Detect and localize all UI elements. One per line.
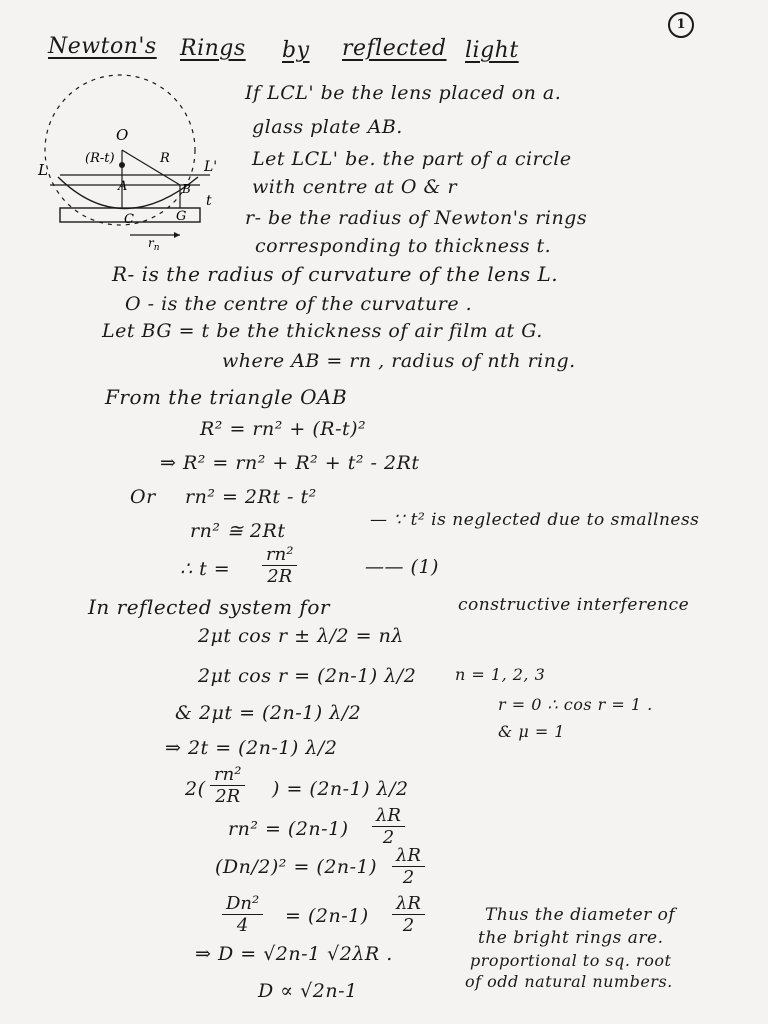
label-l-prime: L' xyxy=(204,159,218,175)
equation-9: ⇒ 2t = (2n-1) λ/2 xyxy=(165,737,338,759)
intro-line-8: O - is the centre of the curvature . xyxy=(125,293,473,315)
equation-2: ⇒ R² = rn² + R² + t² - 2Rt xyxy=(160,452,420,474)
equation-4: rn² ≅ 2Rt xyxy=(190,520,286,542)
title-word-newtons: Newton's xyxy=(48,34,157,59)
label-l: L xyxy=(38,161,48,179)
equation-13-right-denominator: 2 xyxy=(402,915,415,936)
newtons-rings-diagram xyxy=(30,65,230,250)
intro-line-3: Let LCL' be. the part of a circle xyxy=(252,148,572,170)
equation-5-denominator: 2R xyxy=(267,566,293,587)
equation-10-fraction xyxy=(210,764,245,807)
condition-n: n = 1, 2, 3 xyxy=(455,665,546,684)
condition-mu: & μ = 1 xyxy=(498,722,565,741)
equation-13-left-denominator: 4 xyxy=(236,915,249,936)
equation-12-denominator: 2 xyxy=(402,867,415,888)
equation-12-numerator: λR xyxy=(392,845,425,867)
equation-13-right-fraction xyxy=(392,893,425,936)
equation-13-right-numerator: λR xyxy=(392,893,425,915)
label-a: A xyxy=(118,179,128,194)
equation-13-left-numerator: Dn² xyxy=(222,893,263,915)
conclusion-line-1: Thus the diameter of xyxy=(485,905,676,925)
conclusion-line-3: proportional to sq. root xyxy=(470,951,672,970)
rn-arrowhead xyxy=(174,232,180,238)
intro-line-7: R- is the radius of curvature of the lens L. xyxy=(112,262,559,286)
reflected-system: In reflected system for xyxy=(88,595,330,619)
condition-r: r = 0 ∴ cos r = 1 . xyxy=(498,695,653,714)
label-r-minus-t: (R-t) xyxy=(85,151,115,166)
equation-14: ⇒ D = √2n-1 √2λR . xyxy=(195,943,393,965)
from-triangle: From the triangle OAB xyxy=(105,385,348,409)
label-rn: $r_n$ xyxy=(148,236,160,250)
equation-10-rhs: ) = (2n-1) λ/2 xyxy=(272,778,409,800)
or-label: Or xyxy=(130,486,156,508)
equation-5-tag: —— (1) xyxy=(365,556,439,578)
centre-point xyxy=(119,162,125,168)
equation-11-numerator: λR xyxy=(372,805,405,827)
equation-5-numerator: rn² xyxy=(262,544,297,566)
note-neglected: — ∵ t² is neglected due to smallness xyxy=(370,510,700,530)
equation-13-mid: = (2n-1) xyxy=(285,905,369,927)
equation-10-numerator: rn² xyxy=(210,764,245,786)
equation-11-fraction xyxy=(372,805,405,848)
intro-line-4: with centre at O & r xyxy=(252,176,458,198)
equation-10-denominator: 2R xyxy=(215,786,241,807)
lens-curve xyxy=(58,177,198,209)
hypotenuse-r xyxy=(122,150,180,185)
intro-line-5: r- be the radius of Newton's rings xyxy=(245,207,588,229)
equation-11-lhs: rn² = (2n-1) xyxy=(228,818,349,840)
label-b: B xyxy=(182,182,191,196)
title-word-light: light xyxy=(465,38,519,63)
title-word-reflected: reflected xyxy=(342,36,447,61)
equation-8: & 2μt = (2n-1) λ/2 xyxy=(175,702,362,724)
equation-12-fraction xyxy=(392,845,425,888)
page-number-badge: 1 xyxy=(668,12,694,38)
equation-11-denominator: 2 xyxy=(382,827,395,848)
conclusion-line-4: of odd natural numbers. xyxy=(465,972,673,991)
equation-7: 2μt cos r = (2n-1) λ/2 xyxy=(198,665,417,687)
equation-15: D ∝ √2n-1 xyxy=(258,980,358,1002)
equation-5-lhs: ∴ t = xyxy=(180,558,231,580)
curvature-circle xyxy=(45,75,195,225)
equation-5-fraction xyxy=(262,544,297,587)
label-o: O xyxy=(116,126,129,144)
intro-line-6: corresponding to thickness t. xyxy=(255,235,552,257)
label-g: G xyxy=(176,209,187,224)
label-c: C xyxy=(124,212,134,227)
label-t: t xyxy=(206,193,212,209)
intro-line-2: glass plate AB. xyxy=(252,116,403,138)
title-word-rings: Rings xyxy=(180,36,246,61)
equation-12-lhs: (Dn/2)² = (2n-1) xyxy=(215,856,378,878)
intro-line-9: Let BG = t be the thickness of air film at G. xyxy=(102,320,543,342)
equation-10-lhs: 2( xyxy=(185,778,206,800)
equation-3: rn² = 2Rt - t² xyxy=(185,486,317,508)
intro-line-1: If LCL' be the lens placed on a. xyxy=(245,82,562,104)
equation-6: 2μt cos r ± λ/2 = nλ xyxy=(198,625,404,647)
title-word-by: by xyxy=(282,38,310,63)
constructive-interference: constructive interference xyxy=(458,595,690,615)
equation-1: R² = rn² + (R-t)² xyxy=(200,418,367,440)
conclusion-line-2: the bright rings are. xyxy=(478,928,664,948)
equation-13-left-fraction xyxy=(222,893,263,936)
intro-line-10: where AB = rn , radius of nth ring. xyxy=(222,350,576,372)
label-r: R xyxy=(160,151,170,166)
